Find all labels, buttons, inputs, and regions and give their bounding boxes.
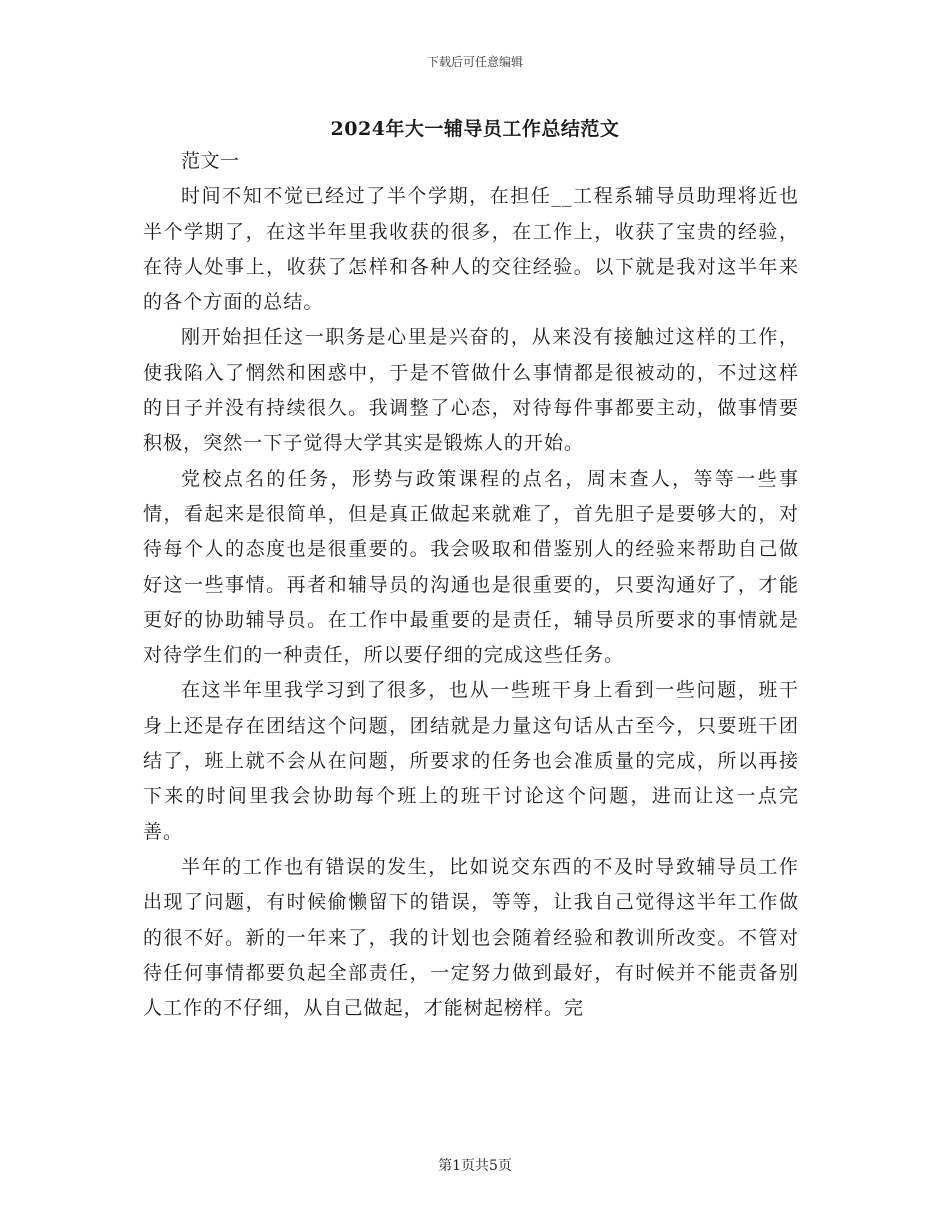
paragraph-1: 时间不知不觉已经过了半个学期，在担任__工程系辅导员助理将近也半个学期了，在这半年里我收获的很多，在工作上，收获了宝贵的经验，在待人处事上，收获了怎样和各种人的交往经验。以下就是我对这半年来的各个方面的总结。 [143,185,799,314]
paragraph-2: 刚开始担任这一职务是心里是兴奋的，从来没有接触过这样的工作，使我陷入了惘然和困惑中，于是不管做什么事情都是很被动的，不过这样的日子并没有持续很久。我调整了心态，对待每件事都要主动，做事情要积极，突然一下子觉得大学其实是锻炼人的开始。 [143,326,799,455]
section-label: 范文一 [181,150,240,172]
paragraph-5: 半年的工作也有错误的发生，比如说交东西的不及时导致辅导员工作出现了问题，有时候偷懒留下的错误，等等，让我自己觉得这半年工作做的很不好。新的一年来了，我的计划也会随着经验和教训所改变。不管对待任何事情都要负起全部责任，一定努力做到最好，有时候并不能责备别人工作的不仔细，从自己做起，才能树起榜样。完 [143,855,799,1020]
paragraph-3: 党校点名的任务，形势与政策课程的点名，周末查人，等等一些事情，看起来是很简单，但是真正做起来就难了，首先胆子是要够大的，对待每个人的态度也是很重要的。我会吸取和借鉴别人的经验来帮助自己做好这一些事情。再者和辅导员的沟通也是很重要的，只要沟通好了，才能更好的协助辅导员。在工作中最重要的是责任，辅导员所要求的事情就是对待学生们的一种责任，所以要仔细的完成这些任务。 [143,467,799,667]
document-title: 2024年大一辅导员工作总结范文 [330,118,620,140]
page-number-footer: 第1页共5页 [438,1158,512,1174]
document-body [143,144,799,1026]
paragraph-4: 在这半年里我学习到了很多，也从一些班干身上看到一些问题，班干身上还是存在团结这个问题，团结就是力量这句话从古至今，只要班干团结了，班上就不会从在问题，所要求的任务也会准质量的完成，所以再接下来的时间里我会协助每个班上的班干讨论这个问题，进而让这一点完善。 [143,679,799,843]
page-header-note: 下载后可任意编辑 [426,55,523,69]
